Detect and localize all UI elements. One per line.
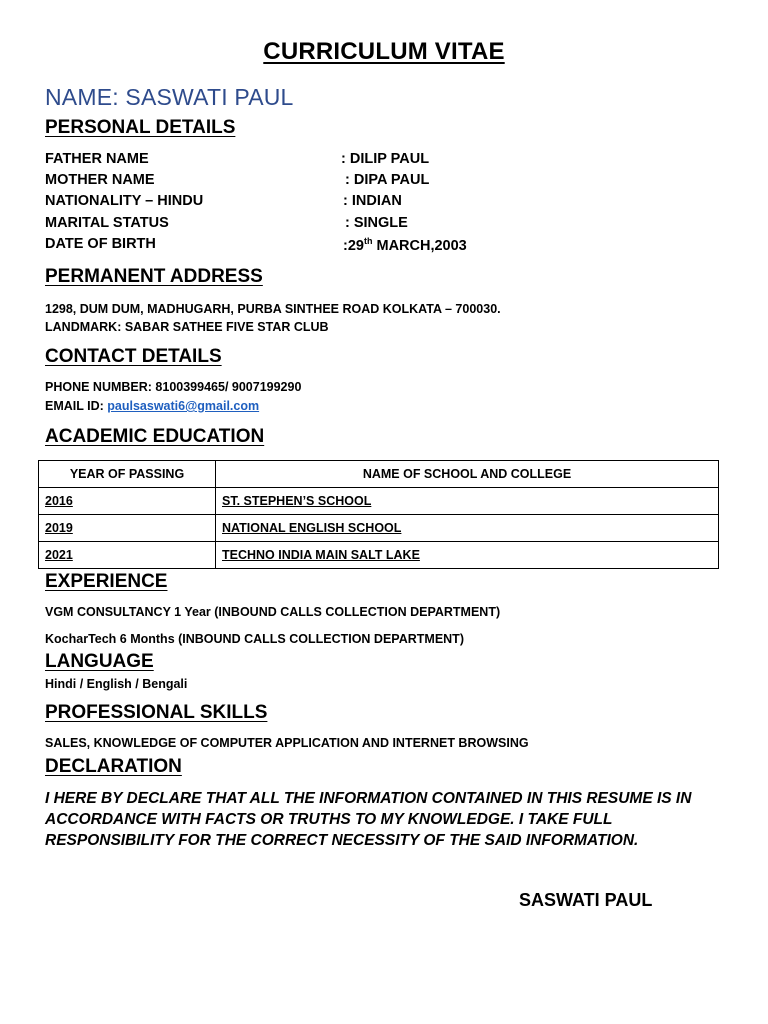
table-row bbox=[39, 515, 719, 542]
contact-details-heading: CONTACT DETAILS bbox=[45, 346, 222, 367]
marital-status-value: : SINGLE bbox=[345, 215, 408, 231]
mother-name-value: : DIPA PAUL bbox=[345, 172, 430, 188]
year-cell: 2021 bbox=[45, 548, 73, 562]
permanent-address-heading: PERMANENT ADDRESS bbox=[45, 266, 263, 287]
table-row bbox=[39, 542, 719, 569]
declaration-text: I HERE BY DECLARE THAT ALL THE INFORMATION CONTAINED IN THIS RESUME IS IN ACCORDANCE WITH FACTS OR TRUTHS TO MY KNOWLEDGE. I TAKE FULL RESPONSIBILITY FOR THE CORRECT NECESSITY OF THE SAID INFORMATION. bbox=[45, 790, 692, 849]
phone-number: PHONE NUMBER: 8100399465/ 9007199290 bbox=[45, 380, 302, 394]
father-name-label: FATHER NAME bbox=[45, 151, 149, 167]
nationality-value: : INDIAN bbox=[343, 193, 402, 209]
year-cell: 2019 bbox=[45, 521, 73, 535]
nationality-label: NATIONALITY – HINDU bbox=[45, 193, 204, 209]
experience-item: KocharTech 6 Months (INBOUND CALLS COLLECTION DEPARTMENT) bbox=[45, 632, 464, 646]
academic-education-heading: ACADEMIC EDUCATION bbox=[45, 426, 265, 447]
school-name-header: NAME OF SCHOOL AND COLLEGE bbox=[216, 461, 719, 488]
year-cell: 2016 bbox=[45, 494, 73, 508]
experience-heading: EXPERIENCE bbox=[45, 571, 168, 592]
language-heading: LANGUAGE bbox=[45, 651, 154, 672]
email-row bbox=[45, 399, 259, 413]
address-landmark: LANDMARK: SABAR SATHEE FIVE STAR CLUB bbox=[45, 320, 329, 334]
document-title: CURRICULUM VITAE bbox=[263, 38, 505, 65]
education-table bbox=[38, 460, 719, 569]
declaration-heading: DECLARATION bbox=[45, 756, 182, 777]
date-of-birth-value: :29th MARCH,2003 bbox=[343, 236, 467, 254]
address-line-1: 1298, DUM DUM, MADHUGARH, PURBA SINTHEE ROAD KOLKATA – 700030. bbox=[45, 302, 501, 316]
father-name-value: : DILIP PAUL bbox=[341, 151, 430, 167]
table-row bbox=[39, 488, 719, 515]
marital-status-label: MARITAL STATUS bbox=[45, 215, 169, 231]
candidate-name: NAME: SASWATI PAUL bbox=[45, 84, 294, 110]
email-label: EMAIL ID: bbox=[45, 399, 108, 413]
mother-name-label: MOTHER NAME bbox=[45, 172, 155, 188]
skills-text: SALES, KNOWLEDGE OF COMPUTER APPLICATION AND INTERNET BROWSING bbox=[45, 736, 529, 750]
email-link[interactable]: paulsaswati6@gmail.com bbox=[107, 399, 260, 413]
school-cell: TECHNO INDIA MAIN SALT LAKE bbox=[222, 548, 420, 562]
personal-details-heading: PERSONAL DETAILS bbox=[45, 117, 236, 138]
table-header-row bbox=[39, 461, 719, 488]
date-of-birth-label: DATE OF BIRTH bbox=[45, 236, 156, 252]
year-of-passing-header: YEAR OF PASSING bbox=[39, 461, 216, 488]
school-cell: ST. STEPHEN’S SCHOOL bbox=[222, 494, 372, 508]
languages-text: Hindi / English / Bengali bbox=[45, 677, 188, 691]
school-cell: NATIONAL ENGLISH SCHOOL bbox=[222, 521, 402, 535]
signature-name: SASWATI PAUL bbox=[519, 890, 653, 910]
experience-item: VGM CONSULTANCY 1 Year (INBOUND CALLS COLLECTION DEPARTMENT) bbox=[45, 605, 501, 619]
professional-skills-heading: PROFESSIONAL SKILLS bbox=[45, 702, 268, 723]
